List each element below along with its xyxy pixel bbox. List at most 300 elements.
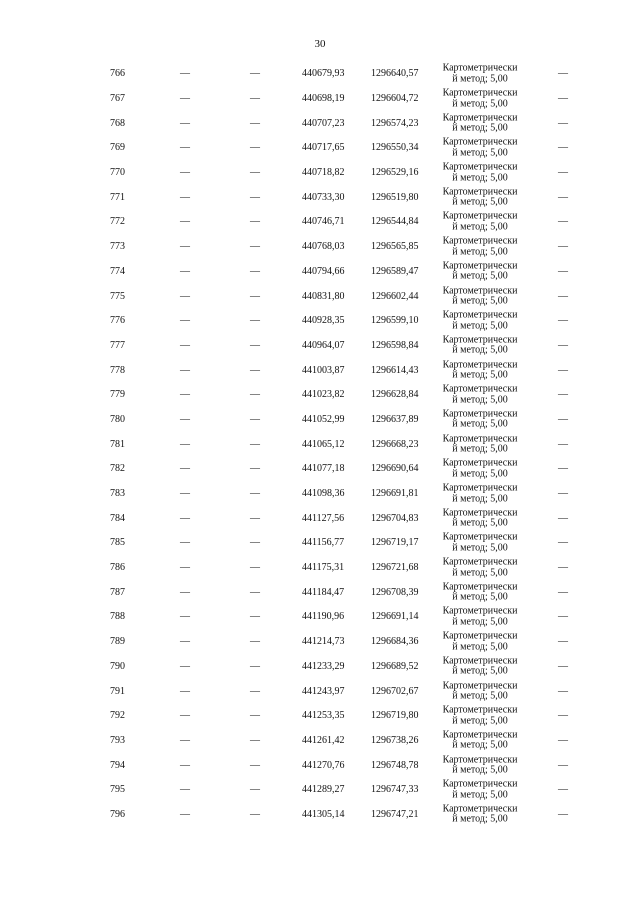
empty-dash: — (250, 339, 260, 351)
method-line-2: й метод; 5,00 (452, 246, 508, 258)
method-line-1: Картометрически (442, 630, 518, 642)
empty-dash: — (250, 167, 260, 179)
method-line-2: й метод; 5,00 (452, 789, 508, 801)
method-cell (438, 335, 522, 356)
method-line-1: Картометрически (442, 408, 518, 420)
point-number: 776 (110, 315, 125, 327)
empty-dash: — (250, 537, 260, 549)
table-row (0, 556, 640, 581)
coordinate-x: 441243,97 (302, 685, 345, 697)
empty-dash: — (250, 438, 260, 450)
method-line-2: й метод; 5,00 (452, 196, 508, 208)
method-line-1: Картометрически (442, 136, 518, 148)
method-cell (438, 459, 522, 480)
coordinate-y: 1296519,80 (371, 191, 419, 203)
coordinate-x: 441077,18 (302, 463, 345, 475)
coordinate-x: 440794,66 (302, 265, 345, 277)
empty-dash: — (180, 463, 190, 475)
empty-dash: — (558, 685, 568, 697)
coordinate-x: 441156,77 (302, 537, 345, 549)
method-cell (438, 508, 522, 529)
method-line-1: Картометрически (442, 161, 518, 173)
point-number: 791 (110, 685, 125, 697)
method-line-2: й метод; 5,00 (452, 443, 508, 455)
method-line-2: й метод; 5,00 (452, 715, 508, 727)
method-line-2: й метод; 5,00 (452, 122, 508, 134)
empty-dash: — (250, 562, 260, 574)
point-number: 790 (110, 660, 125, 672)
coordinate-x: 440707,23 (302, 117, 345, 129)
table-row (0, 778, 640, 803)
empty-dash: — (558, 389, 568, 401)
coordinates-table (0, 62, 640, 827)
method-line-1: Картометрически (442, 334, 518, 346)
method-line-1: Картометрически (442, 285, 518, 297)
method-line-1: Картометрически (442, 482, 518, 494)
coordinate-y: 1296574,23 (371, 117, 419, 129)
method-cell (438, 434, 522, 455)
method-line-2: й метод; 5,00 (452, 764, 508, 776)
point-number: 772 (110, 216, 125, 228)
coordinate-y: 1296702,67 (371, 685, 419, 697)
empty-dash: — (250, 315, 260, 327)
empty-dash: — (180, 438, 190, 450)
point-number: 783 (110, 488, 125, 500)
empty-dash: — (558, 142, 568, 154)
empty-dash: — (558, 117, 568, 129)
coordinate-y: 1296565,85 (371, 241, 419, 253)
empty-dash: — (558, 734, 568, 746)
empty-dash: — (180, 241, 190, 253)
empty-dash: — (250, 290, 260, 302)
coordinate-x: 440717,65 (302, 142, 345, 154)
empty-dash: — (180, 611, 190, 623)
table-row (0, 383, 640, 408)
method-cell (438, 533, 522, 554)
coordinate-x: 441098,36 (302, 488, 345, 500)
coordinate-y: 1296684,36 (371, 636, 419, 648)
empty-dash: — (558, 438, 568, 450)
method-cell (438, 311, 522, 332)
point-number: 766 (110, 68, 125, 80)
method-line-2: й метод; 5,00 (452, 468, 508, 480)
method-cell (438, 780, 522, 801)
empty-dash: — (558, 611, 568, 623)
method-cell (438, 656, 522, 677)
method-line-1: Картометрически (442, 235, 518, 247)
method-cell (438, 632, 522, 653)
point-number: 767 (110, 93, 125, 105)
method-cell (438, 237, 522, 258)
page-number: 30 (314, 38, 326, 50)
table-row (0, 284, 640, 309)
method-line-2: й метод; 5,00 (452, 172, 508, 184)
empty-dash: — (250, 216, 260, 228)
table-row (0, 457, 640, 482)
method-cell (438, 755, 522, 776)
coordinate-x: 441052,99 (302, 413, 345, 425)
point-number: 774 (110, 265, 125, 277)
empty-dash: — (250, 364, 260, 376)
method-cell (438, 558, 522, 579)
coordinate-x: 441289,27 (302, 784, 345, 796)
empty-dash: — (250, 488, 260, 500)
method-line-2: й метод; 5,00 (452, 73, 508, 85)
method-cell (438, 113, 522, 134)
method-cell (438, 706, 522, 727)
empty-dash: — (558, 784, 568, 796)
empty-dash: — (180, 784, 190, 796)
table-row (0, 531, 640, 556)
coordinate-x: 440768,03 (302, 241, 345, 253)
coordinate-y: 1296599,10 (371, 315, 419, 327)
coordinate-y: 1296747,33 (371, 784, 419, 796)
empty-dash: — (250, 463, 260, 475)
method-line-1: Картометрически (442, 260, 518, 272)
empty-dash: — (250, 241, 260, 253)
coordinate-y: 1296589,47 (371, 265, 419, 277)
point-number: 773 (110, 241, 125, 253)
method-line-1: Картометрически (442, 581, 518, 593)
empty-dash: — (558, 191, 568, 203)
empty-dash: — (558, 241, 568, 253)
point-number: 768 (110, 117, 125, 129)
coordinate-y: 1296604,72 (371, 93, 419, 105)
method-line-2: й метод; 5,00 (452, 98, 508, 110)
method-line-2: й метод; 5,00 (452, 418, 508, 430)
table-row (0, 358, 640, 383)
table-row (0, 580, 640, 605)
empty-dash: — (250, 191, 260, 203)
empty-dash: — (180, 413, 190, 425)
table-row (0, 210, 640, 235)
method-line-1: Картометрически (442, 754, 518, 766)
coordinate-x: 440964,07 (302, 339, 345, 351)
empty-dash: — (180, 191, 190, 203)
empty-dash: — (180, 68, 190, 80)
empty-dash: — (250, 759, 260, 771)
method-line-2: й метод; 5,00 (452, 542, 508, 554)
method-line-2: й метод; 5,00 (452, 616, 508, 628)
empty-dash: — (180, 660, 190, 672)
method-line-2: й метод; 5,00 (452, 270, 508, 282)
empty-dash: — (558, 339, 568, 351)
point-number: 787 (110, 586, 125, 598)
method-cell (438, 360, 522, 381)
empty-dash: — (250, 808, 260, 820)
method-line-1: Картометрически (442, 507, 518, 519)
empty-dash: — (180, 562, 190, 574)
method-line-2: й метод; 5,00 (452, 517, 508, 529)
method-cell (438, 385, 522, 406)
coordinate-y: 1296690,64 (371, 463, 419, 475)
empty-dash: — (558, 93, 568, 105)
coordinate-x: 441270,76 (302, 759, 345, 771)
coordinate-y: 1296668,23 (371, 438, 419, 450)
empty-dash: — (250, 117, 260, 129)
method-cell (438, 64, 522, 85)
point-number: 792 (110, 710, 125, 722)
table-row (0, 482, 640, 507)
empty-dash: — (558, 537, 568, 549)
coordinate-y: 1296598,84 (371, 339, 419, 351)
empty-dash: — (180, 636, 190, 648)
method-cell (438, 582, 522, 603)
table-row (0, 605, 640, 630)
coordinate-y: 1296689,52 (371, 660, 419, 672)
coordinate-x: 441184,47 (302, 586, 345, 598)
empty-dash: — (558, 265, 568, 277)
table-row (0, 185, 640, 210)
empty-dash: — (558, 710, 568, 722)
coordinate-y: 1296719,80 (371, 710, 419, 722)
method-cell (438, 804, 522, 825)
method-line-1: Картометрически (442, 680, 518, 692)
empty-dash: — (558, 463, 568, 475)
method-cell (438, 212, 522, 233)
empty-dash: — (558, 290, 568, 302)
empty-dash: — (250, 685, 260, 697)
empty-dash: — (558, 167, 568, 179)
empty-dash: — (180, 142, 190, 154)
table-row (0, 753, 640, 778)
coordinate-x: 441003,87 (302, 364, 345, 376)
coordinate-x: 441175,31 (302, 562, 345, 574)
empty-dash: — (180, 315, 190, 327)
empty-dash: — (558, 68, 568, 80)
method-line-2: й метод; 5,00 (452, 739, 508, 751)
empty-dash: — (180, 364, 190, 376)
method-line-2: й метод; 5,00 (452, 493, 508, 505)
table-row (0, 803, 640, 828)
table-row (0, 679, 640, 704)
coordinate-x: 440746,71 (302, 216, 345, 228)
table-row (0, 235, 640, 260)
coordinate-x: 440733,30 (302, 191, 345, 203)
method-line-2: й метод; 5,00 (452, 369, 508, 381)
coordinate-y: 1296691,81 (371, 488, 419, 500)
empty-dash: — (558, 512, 568, 524)
method-cell (438, 409, 522, 430)
method-cell (438, 187, 522, 208)
empty-dash: — (250, 660, 260, 672)
coordinate-y: 1296529,16 (371, 167, 419, 179)
method-line-1: Картометрически (442, 383, 518, 395)
method-cell (438, 138, 522, 159)
coordinate-x: 441190,96 (302, 611, 345, 623)
table-row (0, 506, 640, 531)
empty-dash: — (180, 93, 190, 105)
empty-dash: — (180, 734, 190, 746)
empty-dash: — (250, 710, 260, 722)
table-row (0, 161, 640, 186)
coordinate-y: 1296738,26 (371, 734, 419, 746)
method-line-2: й метод; 5,00 (452, 591, 508, 603)
method-line-2: й метод; 5,00 (452, 813, 508, 825)
empty-dash: — (558, 364, 568, 376)
table-row (0, 408, 640, 433)
point-number: 785 (110, 537, 125, 549)
point-number: 795 (110, 784, 125, 796)
method-line-1: Картометрически (442, 457, 518, 469)
point-number: 782 (110, 463, 125, 475)
empty-dash: — (250, 389, 260, 401)
coordinate-y: 1296719,17 (371, 537, 419, 549)
empty-dash: — (180, 808, 190, 820)
coordinate-y: 1296704,83 (371, 512, 419, 524)
method-line-2: й метод; 5,00 (452, 690, 508, 702)
empty-dash: — (180, 265, 190, 277)
method-line-2: й метод; 5,00 (452, 147, 508, 159)
method-line-1: Картометрически (442, 309, 518, 321)
point-number: 771 (110, 191, 125, 203)
method-line-1: Картометрически (442, 778, 518, 790)
coordinate-y: 1296748,78 (371, 759, 419, 771)
empty-dash: — (180, 759, 190, 771)
method-line-1: Картометрически (442, 62, 518, 74)
method-line-1: Картометрически (442, 87, 518, 99)
method-line-1: Картометрически (442, 359, 518, 371)
empty-dash: — (180, 117, 190, 129)
point-number: 784 (110, 512, 125, 524)
coordinate-x: 441023,82 (302, 389, 345, 401)
empty-dash: — (558, 488, 568, 500)
empty-dash: — (250, 413, 260, 425)
coordinate-x: 440831,80 (302, 290, 345, 302)
table-row (0, 87, 640, 112)
point-number: 770 (110, 167, 125, 179)
method-line-2: й метод; 5,00 (452, 221, 508, 233)
method-cell (438, 730, 522, 751)
method-line-2: й метод; 5,00 (452, 394, 508, 406)
method-cell (438, 286, 522, 307)
table-row (0, 62, 640, 87)
table-row (0, 309, 640, 334)
empty-dash: — (558, 660, 568, 672)
empty-dash: — (180, 512, 190, 524)
coordinate-x: 441261,42 (302, 734, 345, 746)
method-cell (438, 607, 522, 628)
coordinate-x: 440698,19 (302, 93, 345, 105)
point-number: 781 (110, 438, 125, 450)
point-number: 779 (110, 389, 125, 401)
point-number: 778 (110, 364, 125, 376)
method-line-1: Картометрически (442, 556, 518, 568)
empty-dash: — (250, 265, 260, 277)
empty-dash: — (180, 488, 190, 500)
empty-dash: — (250, 512, 260, 524)
method-line-1: Картометрически (442, 186, 518, 198)
coordinate-y: 1296721,68 (371, 562, 419, 574)
table-row (0, 630, 640, 655)
empty-dash: — (180, 290, 190, 302)
point-number: 777 (110, 339, 125, 351)
method-cell (438, 163, 522, 184)
method-line-1: Картометрически (442, 803, 518, 815)
coordinate-y: 1296691,14 (371, 611, 419, 623)
method-line-2: й метод; 5,00 (452, 344, 508, 356)
point-number: 796 (110, 808, 125, 820)
method-line-2: й метод; 5,00 (452, 295, 508, 307)
coordinate-y: 1296544,84 (371, 216, 419, 228)
method-cell (438, 484, 522, 505)
coordinate-x: 441253,35 (302, 710, 345, 722)
point-number: 794 (110, 759, 125, 771)
method-line-1: Картометрически (442, 210, 518, 222)
empty-dash: — (558, 562, 568, 574)
point-number: 793 (110, 734, 125, 746)
coordinate-x: 441214,73 (302, 636, 345, 648)
method-line-1: Картометрически (442, 655, 518, 667)
table-row (0, 111, 640, 136)
method-cell (438, 261, 522, 282)
empty-dash: — (180, 216, 190, 228)
point-number: 769 (110, 142, 125, 154)
empty-dash: — (180, 389, 190, 401)
method-line-1: Картометрически (442, 704, 518, 716)
point-number: 788 (110, 611, 125, 623)
coordinate-x: 441305,14 (302, 808, 345, 820)
method-cell (438, 89, 522, 110)
point-number: 775 (110, 290, 125, 302)
empty-dash: — (180, 685, 190, 697)
method-line-2: й метод; 5,00 (452, 665, 508, 677)
empty-dash: — (250, 784, 260, 796)
point-number: 786 (110, 562, 125, 574)
empty-dash: — (250, 68, 260, 80)
empty-dash: — (180, 537, 190, 549)
coordinate-y: 1296550,34 (371, 142, 419, 154)
method-cell (438, 681, 522, 702)
coordinate-y: 1296614,43 (371, 364, 419, 376)
table-row (0, 136, 640, 161)
empty-dash: — (180, 339, 190, 351)
empty-dash: — (250, 93, 260, 105)
method-line-1: Картометрически (442, 112, 518, 124)
empty-dash: — (558, 759, 568, 771)
point-number: 780 (110, 413, 125, 425)
empty-dash: — (180, 167, 190, 179)
method-line-2: й метод; 5,00 (452, 567, 508, 579)
method-line-2: й метод; 5,00 (452, 320, 508, 332)
coordinate-x: 441233,29 (302, 660, 345, 672)
method-line-1: Картометрически (442, 605, 518, 617)
method-line-1: Картометрически (442, 531, 518, 543)
empty-dash: — (250, 636, 260, 648)
empty-dash: — (558, 216, 568, 228)
empty-dash: — (250, 734, 260, 746)
empty-dash: — (558, 636, 568, 648)
coordinate-x: 440718,82 (302, 167, 345, 179)
empty-dash: — (180, 710, 190, 722)
empty-dash: — (180, 586, 190, 598)
table-row (0, 260, 640, 285)
coordinate-y: 1296628,84 (371, 389, 419, 401)
empty-dash: — (250, 586, 260, 598)
coordinate-x: 441065,12 (302, 438, 345, 450)
coordinate-x: 440928,35 (302, 315, 345, 327)
empty-dash: — (558, 808, 568, 820)
coordinate-y: 1296640,57 (371, 68, 419, 80)
coordinate-y: 1296602,44 (371, 290, 419, 302)
table-row (0, 655, 640, 680)
coordinate-x: 441127,56 (302, 512, 345, 524)
coordinate-y: 1296708,39 (371, 586, 419, 598)
coordinate-y: 1296747,21 (371, 808, 419, 820)
table-row (0, 729, 640, 754)
coordinate-y: 1296637,89 (371, 413, 419, 425)
method-line-2: й метод; 5,00 (452, 641, 508, 653)
